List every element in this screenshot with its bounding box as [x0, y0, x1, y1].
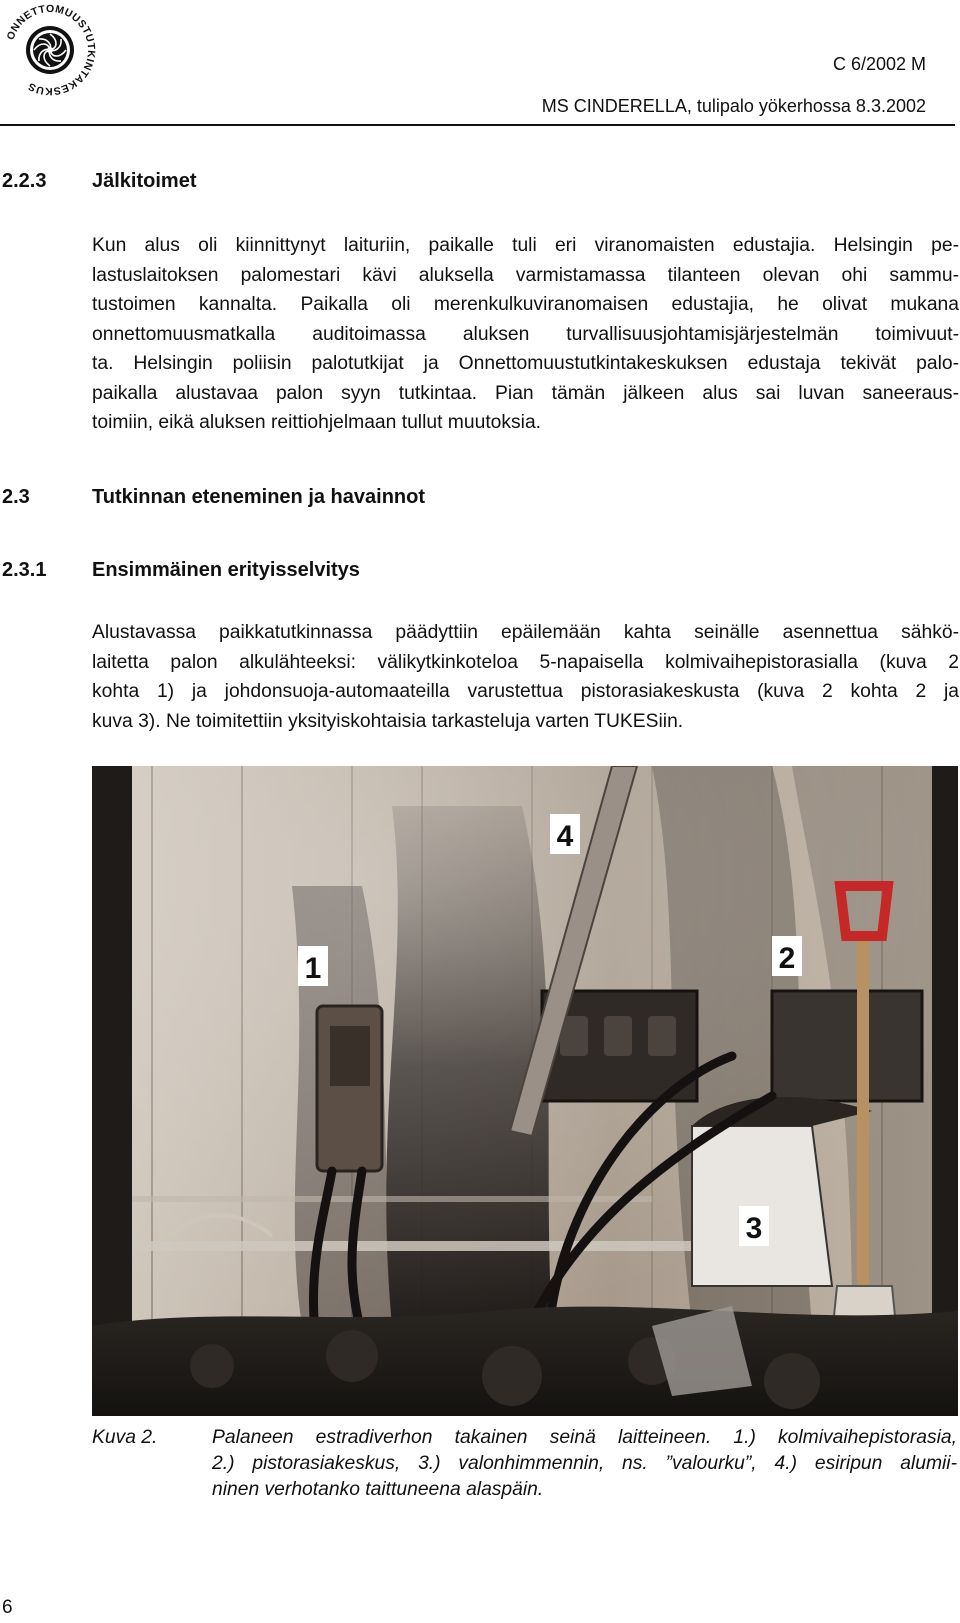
figure-caption-label: Kuva 2. — [92, 1427, 158, 1448]
paragraph-line: kuva 3). Ne toimitettiin yksityiskohtaisia tarkasteluja varten TUKESiin. — [92, 710, 684, 732]
paragraph-line: kohta 1) ja johdonsuoja-automaateilla varustettua pistorasiakeskusta (kuva 2 kohta 2 ja — [92, 681, 959, 702]
paragraph-line: onnettomuusmatkalla auditoimassa aluksen turvallisuusjohtamisjärjestelmän toimivuut- — [92, 323, 959, 345]
paragraph-line: toimiin, eikä aluksen reittiohjelmaan tullut muutoksia. — [92, 412, 542, 433]
header-rule — [0, 124, 955, 126]
section-title: Tutkinnan eteneminen ja havainnot — [92, 486, 426, 508]
paragraph-line: laitetta palon alkulähteeksi: välikytkinkoteloa 5-napaisella kolmivaihepistorasialla (kuva 2 — [92, 651, 959, 673]
report-code: C 6/2002 M — [832, 54, 926, 74]
section-heading-2-3-1 — [2, 559, 360, 582]
section-number: 2.3 — [2, 486, 30, 508]
paragraph-jalkitoimet — [92, 231, 959, 438]
photo-marker-2: 2 — [778, 942, 796, 975]
report-title: MS CINDERELLA, tulipalo yökerhossa 8.3.2002 — [541, 96, 926, 116]
section-heading-2-2-3 — [2, 170, 196, 193]
paragraph-line: Kun alus oli kiinnittynyt laituriin, paikalle tuli eri viranomaisten edustajia. Helsingin pe- — [92, 235, 959, 256]
section-heading-2-3 — [2, 486, 425, 509]
photo-marker-4: 4 — [556, 820, 574, 853]
section-title: Ensimmäinen erityisselvitys — [92, 559, 360, 581]
caption-line: 2.) pistorasiakeskus, 3.) valonhimmennin, ns. ”valourku”, 4.) esiripun alumii- — [212, 1453, 957, 1474]
organization-logo — [2, 2, 98, 98]
paragraph-line: lastuslaitoksen palomestari kävi aluksella varmistamassa tilanteen olevan ohi sammu- — [92, 264, 959, 286]
page-number: 6 — [2, 1597, 13, 1618]
fire-damage-photo — [92, 766, 958, 1416]
figure-caption-text — [212, 1425, 957, 1503]
paragraph-ensimmainen-erityisselvitys — [92, 618, 959, 736]
paragraph-line: paikalla alustavaa palon syyn tutkintaa. Pian tämän jälkeen alus sai luvan saneeraus- — [92, 382, 959, 404]
photo-marker-1: 1 — [304, 952, 322, 985]
logo-ring-text: ONNETTOMUUSTUTKINTAKESKUS — [4, 2, 98, 98]
paragraph-line: Alustavassa paikkatutkinnassa päädyttiin epäilemään kahta seinälle asennettua sähkö- — [92, 622, 959, 643]
section-number: 2.2.3 — [2, 170, 47, 192]
section-title: Jälkitoimet — [92, 170, 197, 192]
caption-line: Palaneen estradiverhon takainen seinä laitteineen. 1.) kolmivaihepistorasia, — [212, 1427, 957, 1448]
paragraph-line: ta. Helsingin poliisin palotutkijat ja Onnettomuustutkintakeskuksen edustaja tekivät palo- — [92, 353, 959, 374]
caption-line: ninen verhotanko taittuneena alaspäin. — [212, 1479, 544, 1500]
section-number: 2.3.1 — [2, 559, 47, 581]
paragraph-line: tustoimen kannalta. Paikalla oli merenkulkuviranomaisen edustajia, he olivat mukana — [92, 294, 959, 315]
photo-marker-3: 3 — [745, 1212, 763, 1245]
